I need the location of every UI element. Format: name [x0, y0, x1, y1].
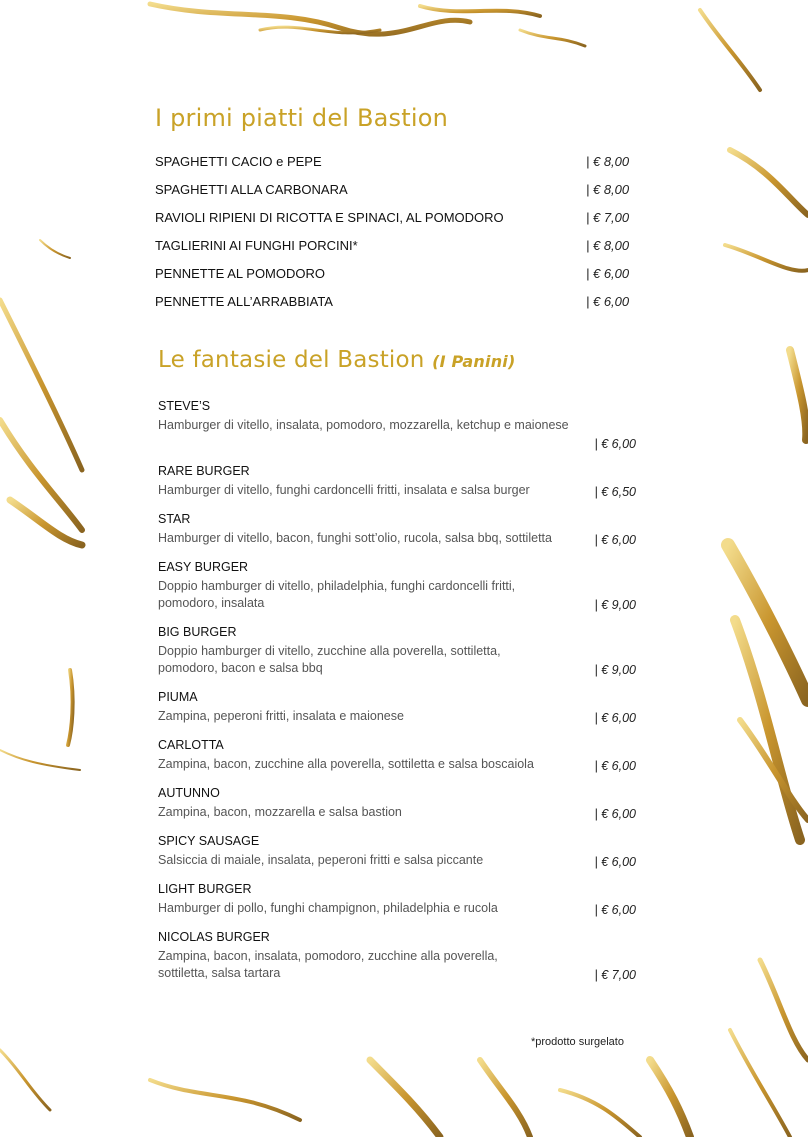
menu-item — [155, 178, 640, 206]
menu-item — [155, 150, 640, 178]
item-price: | € 8,00 — [586, 154, 630, 169]
item-name: PIUMA — [158, 690, 198, 704]
item-description: Zampina, bacon, mozzarella e salsa bastion — [158, 805, 402, 819]
item-price: | € 6,00 — [594, 533, 636, 547]
menu-item — [158, 881, 638, 929]
item-price: | € 6,00 — [594, 855, 636, 869]
item-price: | € 6,00 — [594, 759, 636, 773]
item-name: CARLOTTA — [158, 738, 224, 752]
item-name: RAVIOLI RIPIENI DI RICOTTA E SPINACI, AL POMODORO — [155, 210, 504, 225]
menu-item — [155, 234, 640, 262]
menu-item — [158, 511, 638, 559]
item-description: Zampina, peperoni fritti, insalata e maionese — [158, 709, 404, 723]
item-price: | € 6,00 — [594, 903, 636, 917]
section-title-panini — [158, 347, 515, 373]
item-name: LIGHT BURGER — [158, 882, 252, 896]
section-subtitle: (I Panini) — [432, 352, 516, 371]
item-name: EASY BURGER — [158, 560, 249, 574]
item-name: TAGLIERINI AI FUNGHI PORCINI* — [155, 238, 358, 253]
footnote: *prodotto surgelato — [531, 1036, 624, 1048]
item-description: Doppio hamburger di vitello, zucchine alla poverella, sottiletta, pomodoro, bacon e salsa bbq — [158, 644, 501, 675]
item-price: | € 8,00 — [586, 238, 630, 253]
primi-list — [155, 150, 640, 318]
item-name: STAR — [158, 512, 191, 526]
menu-item — [158, 785, 638, 833]
item-name: AUTUNNO — [158, 786, 220, 800]
item-price: | € 9,00 — [594, 598, 636, 612]
menu-item — [158, 398, 638, 463]
menu-item — [155, 206, 640, 234]
item-description: Hamburger di vitello, bacon, funghi sott’olio, rucola, salsa bbq, sottiletta — [158, 531, 552, 545]
menu-item — [155, 262, 640, 290]
item-name: NICOLAS BURGER — [158, 930, 270, 944]
section-title-text: Le fantasie del Bastion — [158, 347, 425, 373]
item-description: Zampina, bacon, zucchine alla poverella, sottiletta e salsa boscaiola — [158, 757, 534, 771]
item-price: | € 6,00 — [586, 266, 630, 281]
item-description: Hamburger di vitello, funghi cardoncelli fritti, insalata e salsa burger — [158, 483, 530, 497]
item-price: | € 6,00 — [586, 294, 630, 309]
item-price: | € 9,00 — [594, 663, 636, 677]
item-name: PENNETTE AL POMODORO — [155, 266, 325, 281]
menu-item — [158, 463, 638, 511]
item-description: Hamburger di pollo, funghi champignon, philadelphia e rucola — [158, 901, 498, 915]
item-name: SPAGHETTI CACIO e PEPE — [155, 154, 322, 169]
item-price: | € 7,00 — [586, 210, 630, 225]
item-price: | € 6,00 — [594, 807, 636, 821]
item-price: | € 6,00 — [594, 437, 636, 451]
item-description: Doppio hamburger di vitello, philadelphia, funghi cardoncelli fritti, pomodoro, insalata — [158, 579, 516, 610]
item-price: | € 8,00 — [586, 182, 630, 197]
menu-item — [158, 559, 638, 624]
panini-list — [158, 398, 638, 994]
item-name: SPAGHETTI ALLA CARBONARA — [155, 182, 348, 197]
menu-item — [158, 689, 638, 737]
item-description: Zampina, bacon, insalata, pomodoro, zucchine alla poverella, sottiletta, salsa tartara — [158, 949, 498, 980]
item-name: SPICY SAUSAGE — [158, 834, 260, 848]
menu-item — [155, 290, 640, 318]
item-price: | € 6,00 — [594, 711, 636, 725]
item-price: | € 6,50 — [594, 485, 636, 499]
menu-item — [158, 929, 638, 994]
menu-item — [158, 737, 638, 785]
item-description: Salsiccia di maiale, insalata, peperoni fritti e salsa piccante — [158, 853, 484, 867]
item-name: RARE BURGER — [158, 464, 250, 478]
item-name: BIG BURGER — [158, 625, 237, 639]
item-description: Hamburger di vitello, insalata, pomodoro, mozzarella, ketchup e maionese — [158, 418, 569, 432]
item-price: | € 7,00 — [594, 968, 636, 982]
menu-item — [158, 624, 638, 689]
section-title-primi: I primi piatti del Bastion — [155, 104, 449, 132]
menu-item — [158, 833, 638, 881]
item-name: PENNETTE ALL’ARRABBIATA — [155, 294, 333, 309]
item-name: STEVE’S — [158, 399, 211, 413]
